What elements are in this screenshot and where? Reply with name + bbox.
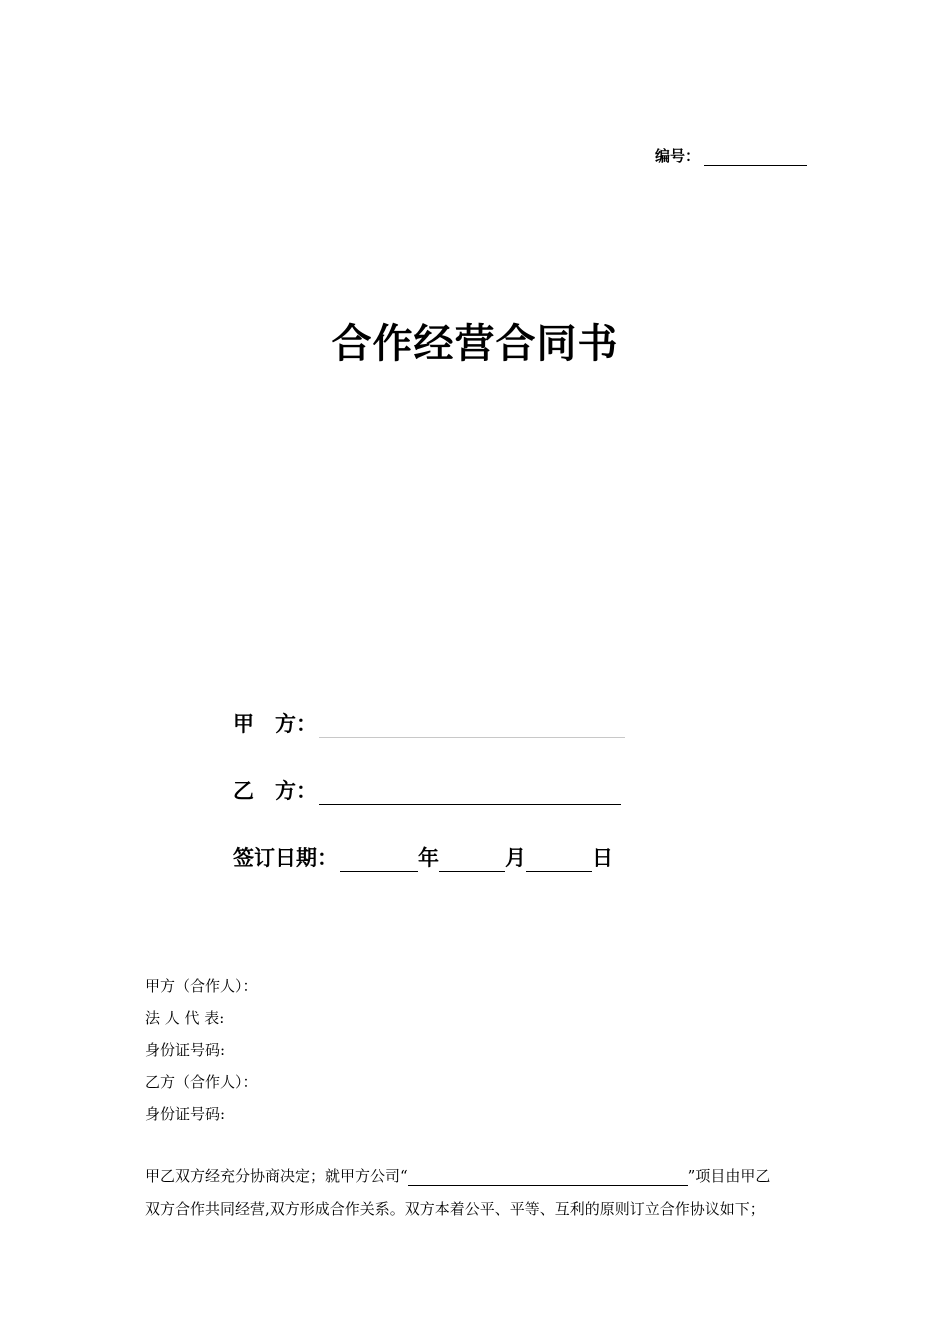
sign-date-line xyxy=(233,842,613,872)
party-b-line xyxy=(233,775,621,805)
party-b-info: 乙方（合作人）： xyxy=(145,1073,258,1091)
month-blank xyxy=(439,849,505,872)
body-line1-after: ”项目由甲乙 xyxy=(687,1167,771,1185)
serial-number-label: 编号： xyxy=(655,147,701,165)
day-label: 日 xyxy=(592,846,613,870)
serial-number xyxy=(655,145,807,166)
party-a-info: 甲方（合作人）： xyxy=(145,977,258,995)
body-line1-before: 甲乙双方经充分协商决定；就甲方公司“ xyxy=(145,1167,408,1185)
id-number-b-info: 身份证号码: xyxy=(145,1105,226,1123)
body-line2: 双方合作共同经营,双方形成合作关系。双方本着公平、平等、互利的原则订立合作协议如下； xyxy=(145,1200,765,1218)
party-b-blank xyxy=(319,782,621,805)
legal-rep-info: 法 人 代 表: xyxy=(145,1009,225,1027)
serial-number-blank xyxy=(704,149,807,166)
project-name-blank xyxy=(408,1168,688,1186)
year-blank xyxy=(340,849,418,872)
body-paragraph-line-2 xyxy=(145,1198,765,1219)
body-paragraph-line-1 xyxy=(145,1165,770,1186)
sign-date-label: 签订日期： xyxy=(233,846,338,870)
party-a-blank xyxy=(319,715,625,738)
party-b-label: 乙 方： xyxy=(233,779,317,803)
day-blank xyxy=(526,849,592,872)
id-number-a-info: 身份证号码: xyxy=(145,1041,226,1059)
document-title: 合作经营合同书 xyxy=(331,321,619,367)
year-label: 年 xyxy=(418,846,439,870)
party-a-line xyxy=(233,708,625,738)
party-a-label: 甲 方： xyxy=(233,712,317,736)
month-label: 月 xyxy=(505,846,526,870)
